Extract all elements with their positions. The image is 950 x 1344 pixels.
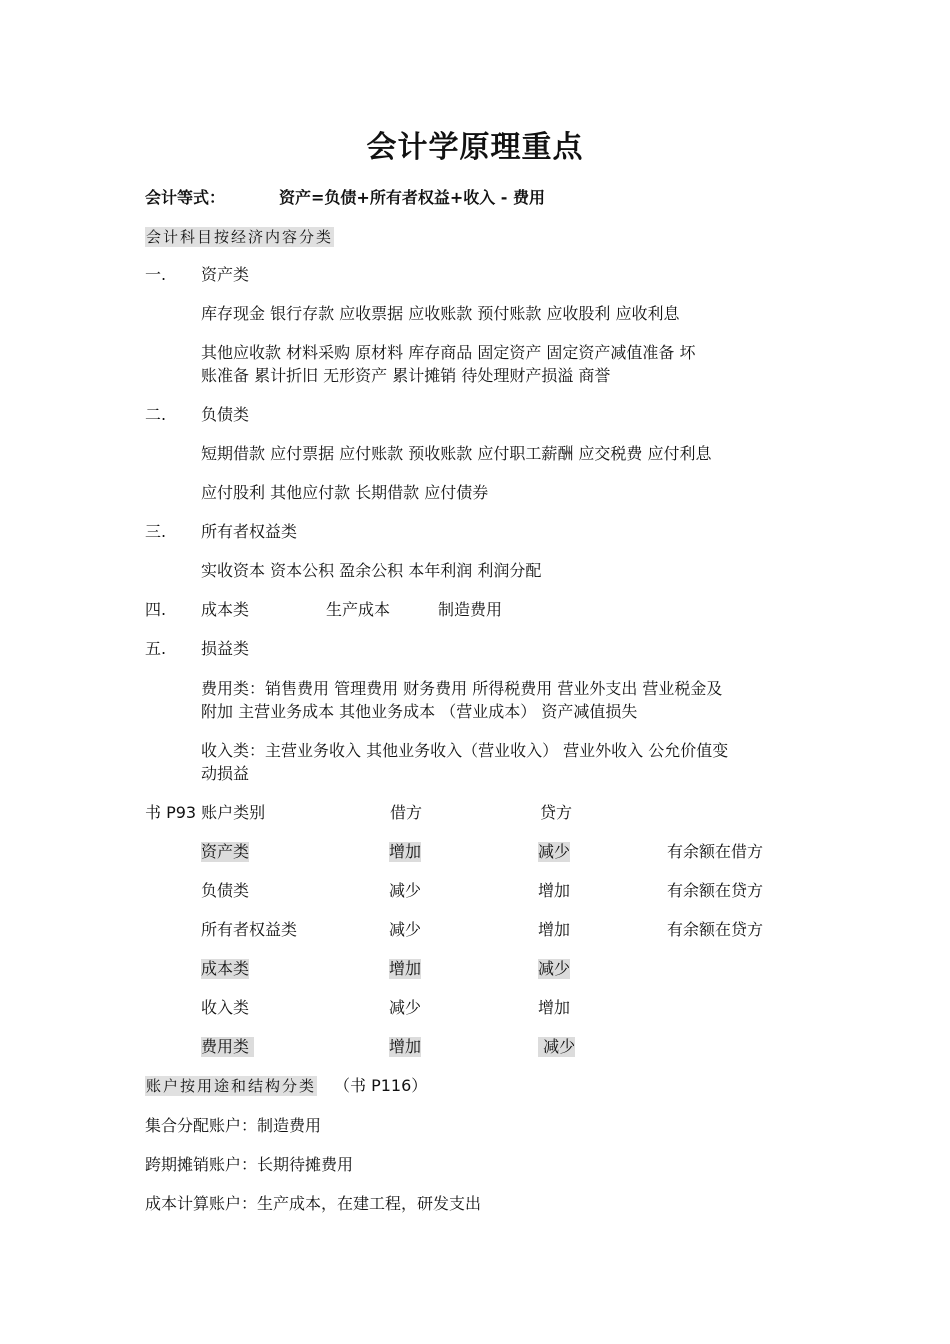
- table-header-debit: 借方: [390, 803, 423, 822]
- section-line: 账准备 累计折旧 无形资产 累计摊销 待处理财产损溢 商誉: [201, 366, 611, 385]
- section-line: 费用类：销售费用 管理费用 财务费用 所得税费用 营业外支出 营业税金及: [201, 679, 723, 698]
- usage-heading: 账户按用途和结构分类: [146, 1077, 317, 1095]
- usage-item: 集合分配账户：制造费用: [145, 1116, 322, 1135]
- section-number: 五.: [145, 639, 167, 658]
- usage-item: 跨期摊销账户：长期待摊费用: [145, 1155, 354, 1174]
- table-cell-debit: 减少: [389, 920, 422, 939]
- table-cell-credit: 减少: [538, 959, 571, 978]
- table-cell-category: 收入类: [201, 998, 250, 1017]
- table-cell-credit: 增加: [538, 881, 571, 900]
- section-number: 一.: [145, 265, 167, 284]
- table-cell-balance: 有余额在贷方: [667, 920, 764, 939]
- classification-heading: 会计科目按经济内容分类: [146, 228, 334, 246]
- table-cell-category: 资产类: [201, 842, 250, 861]
- section-title: 所有者权益类: [201, 522, 298, 541]
- table-cell-debit: 增加: [389, 1037, 422, 1056]
- section-line: 库存现金 银行存款 应收票据 应收账款 预付账款 应收股利 应收利息: [201, 304, 680, 323]
- section-item: 生产成本: [326, 600, 391, 619]
- section-title: 负债类: [201, 405, 250, 424]
- table-cell-balance: 有余额在借方: [667, 842, 764, 861]
- table-cell-category: 成本类: [201, 959, 250, 978]
- equation-formula: 资产=负债+所有者权益+收入 - 费用: [279, 188, 546, 207]
- section-line: 动损益: [201, 764, 250, 783]
- usage-reference: （书 P116）: [334, 1076, 428, 1095]
- usage-item: 成本计算账户：生产成本，在建工程，研发支出: [145, 1194, 482, 1213]
- table-cell-debit: 减少: [389, 881, 422, 900]
- section-line: 附加 主营业务成本 其他业务成本 （营业成本） 资产减值损失: [201, 702, 638, 721]
- section-number: 四.: [145, 600, 167, 619]
- table-cell-credit: 增加: [538, 920, 571, 939]
- section-item: 制造费用: [438, 600, 503, 619]
- table-cell-credit: 减少: [538, 842, 571, 861]
- section-line: 短期借款 应付票据 应付账款 预收账款 应付职工薪酬 应交税费 应付利息: [201, 444, 712, 463]
- table-cell-debit: 减少: [389, 998, 422, 1017]
- table-cell-category: 费用类: [201, 1037, 255, 1056]
- table-header-category: 书 P93 账户类别: [145, 803, 266, 822]
- section-line: 收入类：主营业务收入 其他业务收入（营业收入） 营业外收入 公允价值变: [201, 741, 729, 760]
- table-cell-category: 所有者权益类: [201, 920, 298, 939]
- table-cell-balance: 有余额在贷方: [667, 881, 764, 900]
- section-title: 成本类: [201, 600, 250, 619]
- page-title: 会计学原理重点: [366, 130, 584, 165]
- section-line: 应付股利 其他应付款 长期借款 应付债券: [201, 483, 489, 502]
- section-line: 实收资本 资本公积 盈余公积 本年利润 利润分配: [201, 561, 542, 580]
- section-number: 三.: [145, 522, 167, 541]
- table-cell-category: 负债类: [201, 881, 250, 900]
- table-cell-debit: 增加: [389, 842, 422, 861]
- table-cell-debit: 增加: [389, 959, 422, 978]
- section-title: 损益类: [201, 639, 250, 658]
- table-header-credit: 贷方: [540, 803, 573, 822]
- section-line: 其他应收款 材料采购 原材料 库存商品 固定资产 固定资产减值准备 坏: [201, 343, 696, 362]
- section-number: 二.: [145, 405, 167, 424]
- table-cell-credit: 减少: [538, 1037, 576, 1056]
- table-cell-credit: 增加: [538, 998, 571, 1017]
- equation-label: 会计等式：: [145, 188, 226, 207]
- section-title: 资产类: [201, 265, 250, 284]
